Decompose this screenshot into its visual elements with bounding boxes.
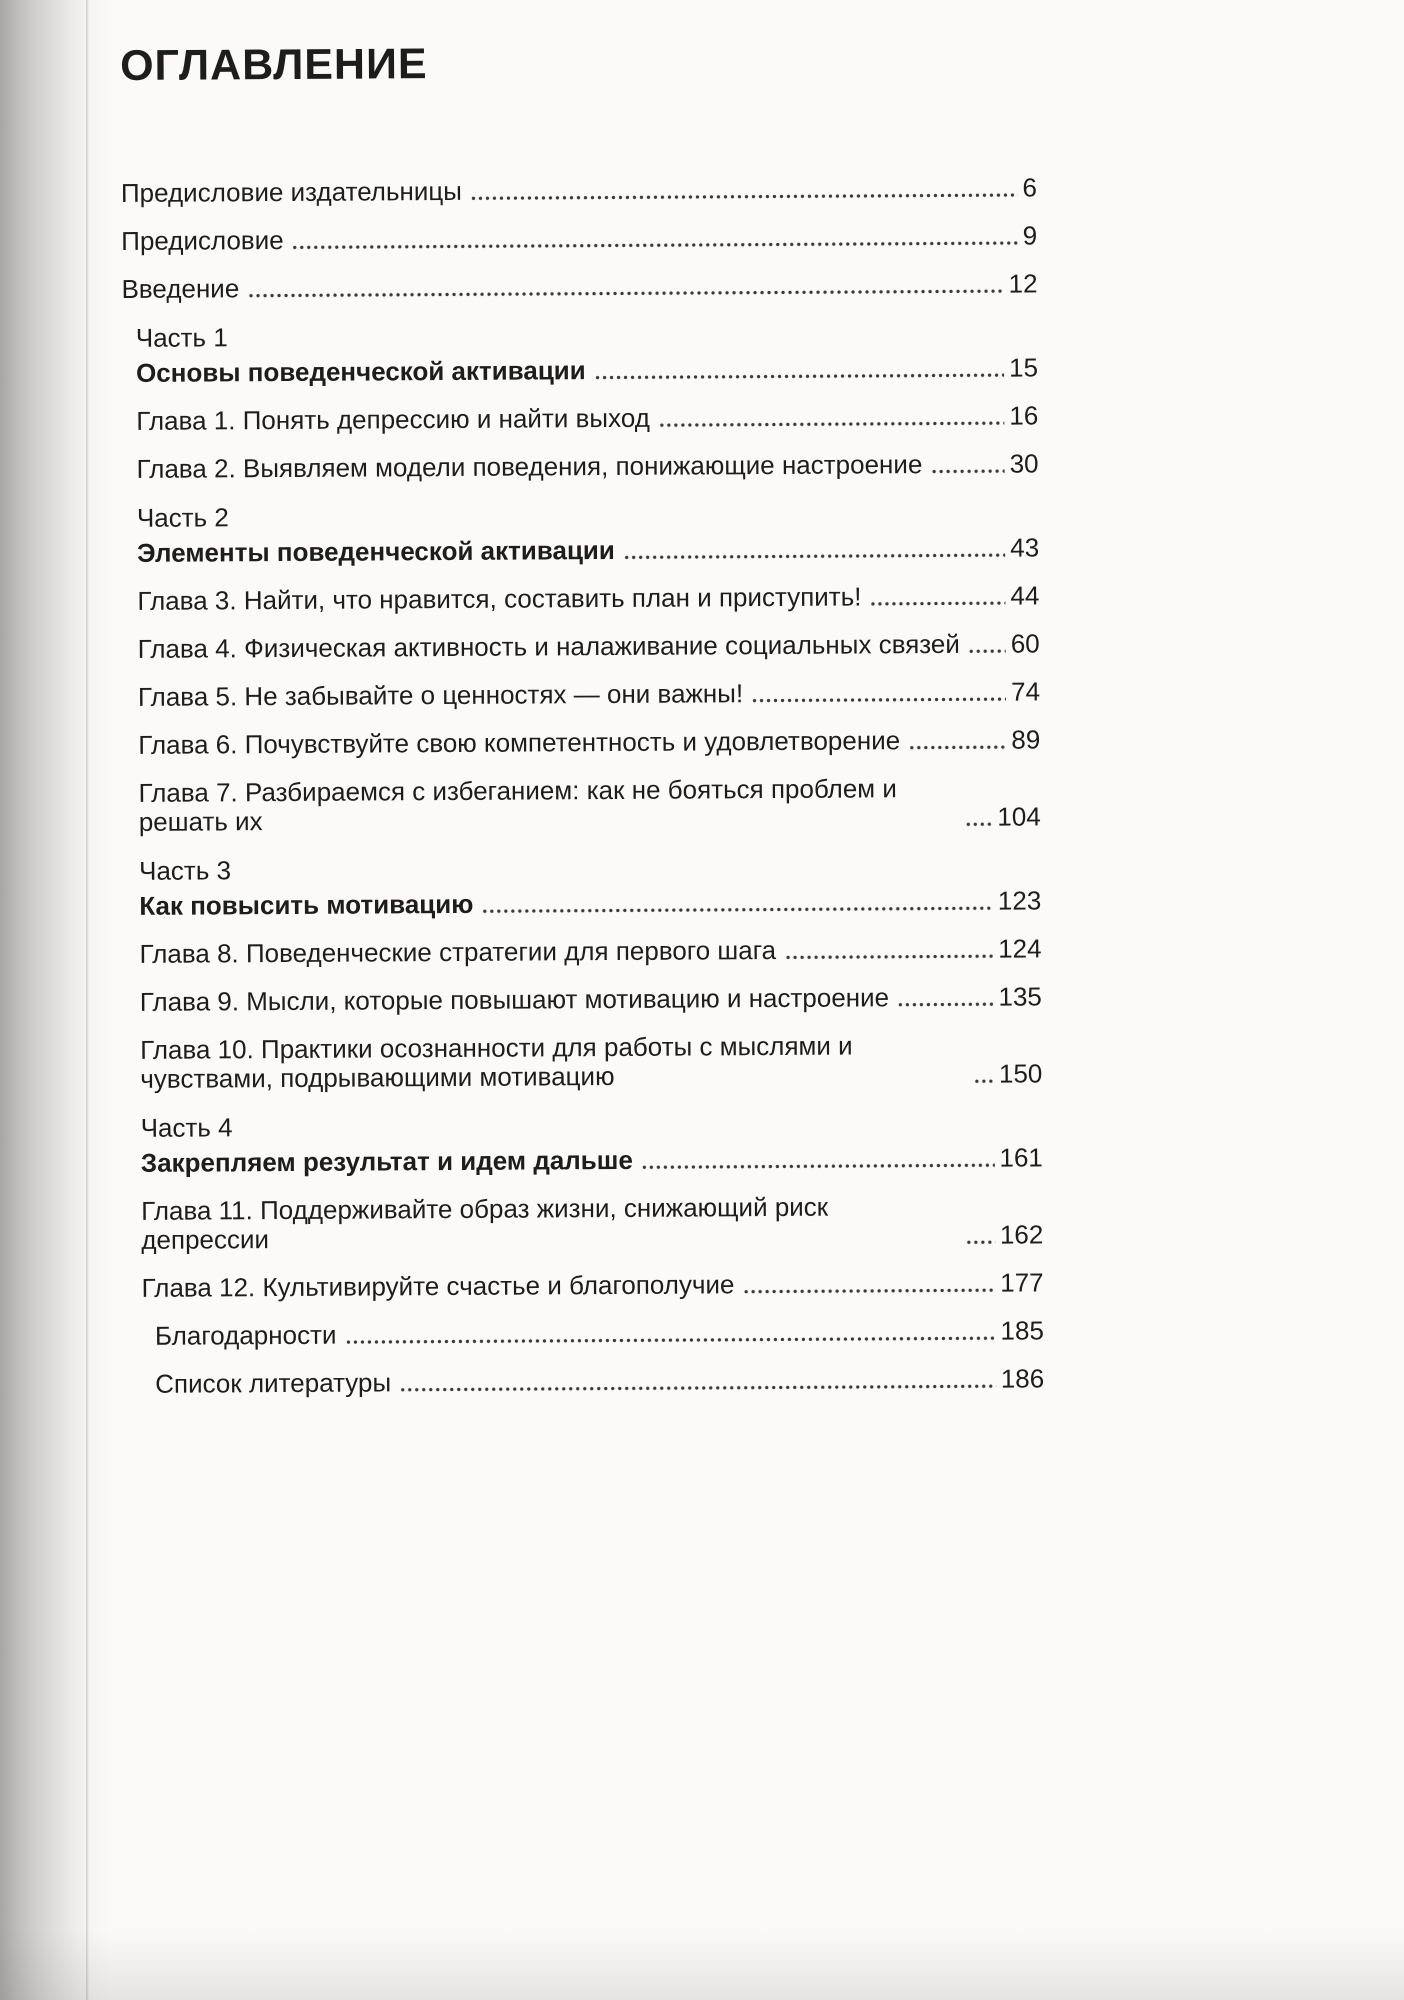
toc-entry [128,1364,1044,1399]
toc-entry [128,1268,1044,1303]
dot-leader [965,820,993,829]
dot-leader [292,239,1018,252]
toc-entry-title: Предисловие [121,225,284,256]
toc-entry-page: 12 [1008,268,1038,299]
dot-leader [641,1161,995,1172]
dot-leader [247,287,1003,301]
toc-part-label: Часть 1 [135,322,228,353]
toc-entry [127,1191,1043,1255]
toc-entry-title: Глава 10. Практики осознанности для работы с мыслями и чувствами, подрывающими мотивацию [140,1030,853,1094]
toc-entry-title: Закрепляем результат и идем дальше [140,1144,633,1178]
dot-leader [968,647,1006,656]
toc-entry-page: 16 [1009,400,1039,431]
toc-entry [124,677,1040,712]
dot-leader [399,1382,996,1395]
page-edge-line [86,0,89,2000]
toc-entry-title: Глава 11. Поддерживайте образ жизни, снижающий риск депрессии [141,1191,829,1255]
dot-leader [869,599,1005,609]
toc-part-title [123,533,1039,568]
toc-entry-title: Как повысить мотивацию [139,888,474,921]
toc-entry [125,934,1041,969]
toc-entry-page: 161 [999,1142,1043,1173]
toc-entry [123,581,1039,616]
toc-entry-title: Глава 12. Культивируйте счастье и благополучие [141,1269,735,1303]
toc-entry [121,173,1037,208]
toc-entry [124,629,1040,664]
toc-entry-title: Благодарности [154,1319,337,1351]
toc-entry-page: 89 [1011,724,1041,755]
toc-part-label: Часть 3 [138,855,232,886]
dot-leader [594,371,1004,383]
toc-entry-page: 150 [998,1058,1043,1089]
toc-entry-page: 123 [997,885,1042,916]
dot-leader [784,952,993,962]
toc-part-title [125,886,1041,921]
dot-leader [470,191,1018,203]
toc-entry [126,982,1042,1017]
dot-leader [344,1334,995,1347]
toc-entry-title: Глава 9. Мысли, которые повышают мотивацию и настроение [139,982,890,1017]
toc-entry [122,401,1038,436]
dot-leader [658,419,1005,430]
toc-entry-title: Глава 2. Выявляем модели поведения, понижающие настроение [136,449,923,484]
toc-part-2 [123,498,1041,837]
toc-entry-page: 6 [1022,172,1037,203]
toc-back-matter [128,1316,1044,1399]
toc-entry-page: 44 [1010,580,1040,611]
toc-entry [124,725,1040,760]
toc-entry-page: 135 [998,981,1042,1012]
toc-part-4 [127,1108,1044,1303]
toc-entry-title: Основы поведенческой активации [135,355,586,388]
dot-leader [897,1000,993,1010]
toc-part-3 [125,851,1042,1094]
toc-entry-page: 177 [1000,1267,1044,1298]
dot-leader [973,1077,994,1086]
dot-leader [481,904,992,916]
dot-leader [930,467,1004,476]
toc-entry [123,449,1039,484]
dot-leader [751,695,1006,706]
toc-part-label: Часть 4 [140,1112,233,1143]
toc-entry-page: 15 [1008,352,1039,383]
toc-entry-page: 104 [997,801,1041,832]
toc-part-1 [122,318,1039,484]
toc-entry-title: Элементы поведенческой активации [137,534,615,568]
toc-entry-title: Глава 3. Найти, что нравится, составить план и приступить! [137,581,862,616]
toc-entry-page: 43 [1010,532,1040,563]
toc-entry [121,269,1037,304]
toc-entry-title: Глава 1. Понять депрессию и найти выход [136,402,650,436]
toc-entry-page: 60 [1010,628,1040,659]
toc-entry-title: Введение [121,273,240,304]
toc-entry-page: 124 [998,933,1042,964]
toc-entry-title: Глава 8. Поведенческие стратегии для первого шага [139,935,777,969]
toc-entry-title: Список литературы [155,1367,392,1399]
toc-entry-page: 9 [1022,220,1038,251]
toc-entry-page: 185 [1000,1315,1044,1346]
toc-entry-title: Глава 4. Физическая активность и налаживание социальных связей [137,628,960,664]
toc-page [120,36,1044,1418]
toc-entry-title: Глава 5. Не забывайте о ценностях — они важны! [137,678,744,712]
toc-entry [125,773,1041,837]
dot-leader [965,1238,995,1247]
page-title: ОГЛАВЛЕНИЕ [120,40,428,90]
toc-part-label: Часть 2 [136,502,229,533]
toc-front-matter [121,173,1038,304]
dot-leader [908,743,1006,753]
toc-part-title [127,1143,1043,1178]
toc-entry [128,1316,1044,1351]
toc-entry-page: 186 [1000,1363,1045,1394]
toc-entry [121,221,1037,256]
dot-leader [742,1286,995,1297]
toc-entry-title: Предисловие издательницы [120,175,463,208]
page-edge-shadow [0,0,112,2000]
toc-entry-page: 74 [1010,676,1041,707]
dot-leader [623,551,1005,562]
toc-entry [126,1030,1042,1094]
toc-entry-page: 162 [999,1219,1044,1250]
toc-entry-title: Глава 6. Почувствуйте свою компетентность и удовлетворение [138,725,901,760]
page-bottom-shadow [0,1930,1404,2000]
toc-part-title [122,353,1038,388]
toc-entry-title: Глава 7. Разбираемся с избеганием: как не бояться проблем и решать их [138,773,897,837]
toc-entry-page: 30 [1009,448,1039,479]
